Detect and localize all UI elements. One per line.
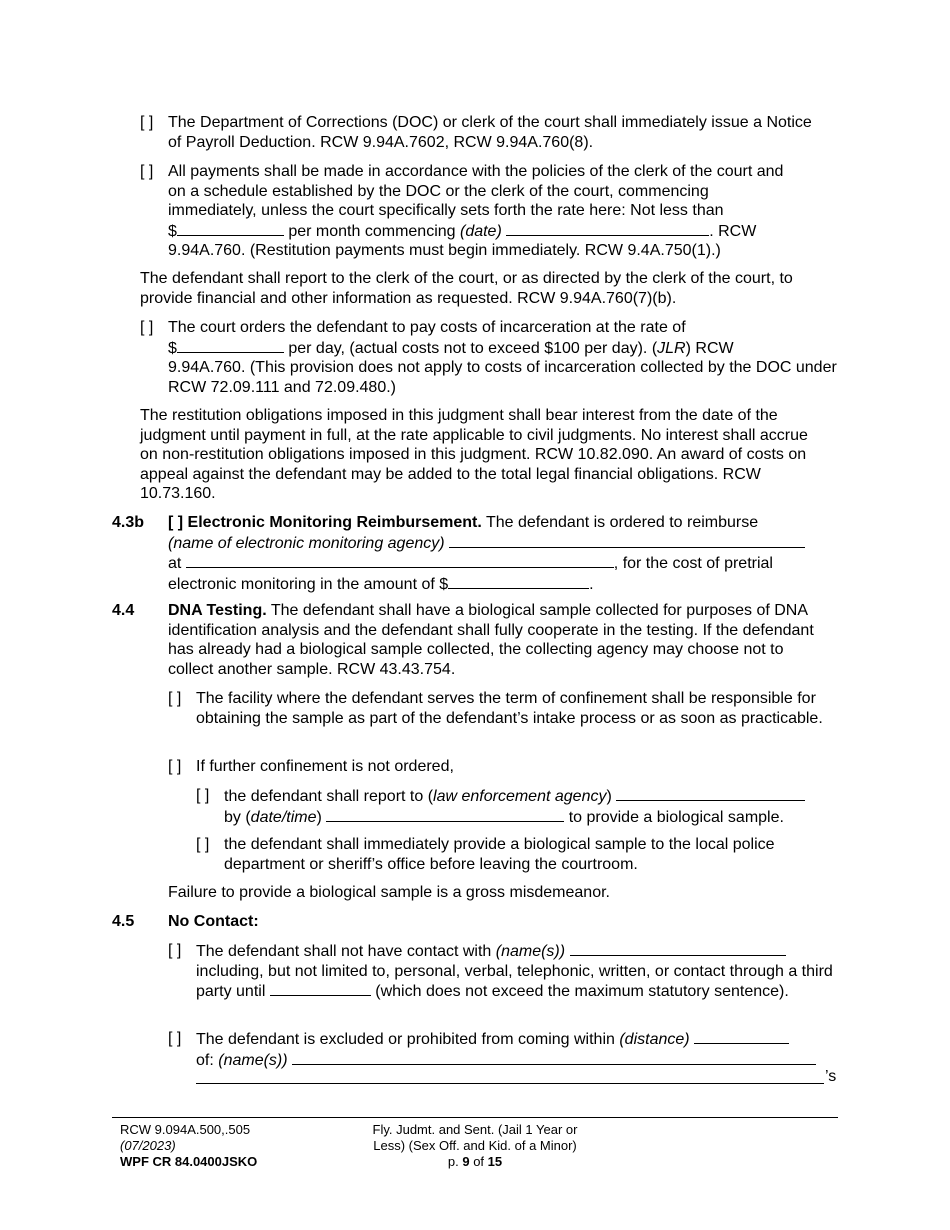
section-4-5-heading: No Contact:	[168, 913, 259, 930]
rcw-text: ) RCW	[685, 339, 734, 357]
distance-field[interactable]	[694, 1029, 789, 1044]
law-agency-field[interactable]	[616, 786, 805, 801]
date-time-field[interactable]	[326, 807, 564, 822]
checkbox-payments[interactable]: [ ]	[140, 163, 154, 180]
jlr-label: JLR	[657, 339, 686, 357]
names2-label: (name(s))	[218, 1051, 288, 1069]
rcw-text: . RCW	[709, 222, 757, 240]
failure-text: Failure to provide a biological sample is a gross misdemeanor.	[168, 884, 610, 901]
agency-name-field[interactable]	[449, 533, 805, 548]
footer-divider	[112, 1117, 838, 1118]
dollar-sign: $	[168, 339, 177, 357]
by-text: by (	[224, 808, 251, 826]
incarceration-line-3: 9.94A.760. (This provision does not apply to costs of incarceration collected by the DOC under RCW 72.09.111 and 72.09.480.)	[168, 359, 837, 396]
agency-name-label: (name of electronic monitoring agency)	[168, 534, 445, 552]
distance-label: (distance)	[619, 1031, 690, 1048]
payments-paragraph	[168, 162, 848, 261]
paren-close: )	[316, 808, 327, 826]
immediately-paragraph: the defendant shall immediately provide a biological sample to the local police department or sheriff’s office before leaving the courtroom.	[224, 836, 775, 873]
incarceration-line-2	[168, 338, 838, 359]
payments-line-1: All payments shall be made in accordance with the policies of the clerk of the court and	[168, 163, 784, 180]
footer-center	[345, 1122, 605, 1170]
report-agency-paragraph	[224, 786, 844, 827]
period: .	[589, 575, 594, 593]
page-prefix: p.	[447, 1154, 463, 1169]
no-contact-text: The defendant shall not have contact with	[196, 943, 496, 960]
report-to-text: the defendant shall report to (	[224, 788, 434, 805]
checkbox-not-ordered[interactable]: [ ]	[168, 758, 182, 775]
footer-left	[120, 1122, 257, 1170]
footer-title-1: Fly. Judmt. and Sent. (Jail 1 Year or	[372, 1122, 578, 1137]
section-4-3b-heading[interactable]: [ ] Electronic Monitoring Reimbursement.	[168, 514, 482, 531]
possessive-suffix: ’s	[825, 1068, 837, 1085]
commencing-date-field[interactable]	[506, 221, 709, 236]
footer-rcw: RCW 9.094A.500,.505	[120, 1122, 251, 1137]
paren-close: )	[606, 788, 612, 805]
footer-page-number	[345, 1154, 605, 1170]
statutory-text: (which does not exceed the maximum statutory sentence).	[370, 983, 789, 1001]
no-contact-paragraph	[196, 941, 841, 1002]
incarceration-paragraph	[168, 318, 838, 397]
incarceration-line-1: The court orders the defendant to pay costs of incarceration at the rate of	[168, 319, 686, 336]
no-contact-continued: including, but not limited to, personal, verbal, telephonic, written, or contact through a third party until	[196, 962, 833, 1001]
at-label: at	[168, 555, 186, 573]
payroll-paragraph: The Department of Corrections (DOC) or clerk of the court shall immediately issue a Notice of Payroll Deduction. RCW 9.94A.7602, RCW 9.94A.760(8).	[168, 114, 812, 151]
page-of: of	[469, 1154, 488, 1169]
names-label: (name(s))	[495, 943, 566, 960]
agency-address-field[interactable]	[186, 553, 614, 568]
dollar-sign: $	[168, 222, 177, 240]
excluded-text: The defendant is excluded or prohibited from coming within	[196, 1031, 620, 1048]
date-time-label: date/time	[250, 808, 317, 826]
footer-form-number: WPF CR 84.0400JSKO	[120, 1154, 258, 1169]
section-4-4-heading: DNA Testing.	[168, 602, 267, 619]
section-number-4-5: 4.5	[112, 913, 135, 930]
payments-line-2: on a schedule established by the DOC or the clerk of the court, commencing	[168, 182, 709, 200]
excluded-location-field[interactable]	[196, 1068, 824, 1084]
law-agency-label: law enforcement agency	[433, 788, 607, 805]
section-4-3b-text: The defendant is ordered to reimburse	[481, 514, 759, 531]
date-label: (date)	[459, 222, 502, 240]
payments-line-4	[168, 221, 848, 242]
report-clerk-paragraph: The defendant shall report to the clerk of the court, or as directed by the clerk of the court, to provide financial and other information as requested. RCW 9.94A.760(7)(b).	[140, 270, 793, 307]
per-month-text: per month commencing	[283, 222, 460, 240]
excluded-paragraph	[196, 1029, 836, 1070]
interest-paragraph: The restitution obligations imposed in this judgment shall bear interest from the date of the judgment until payment in full, at the rate applicable to civil judgments. No interest shall accrue on non-restitution obligations imposed in this judgment. RCW 10.82.090. An award of costs on appeal against the defendant may be added to the total legal financial obligations. RCW 10.73.160.	[140, 407, 808, 503]
payments-line-5: 9.94A.760. (Restitution payments must begin immediately. RCW 9.4A.750(1).)	[168, 242, 721, 260]
of-text: of:	[196, 1051, 219, 1069]
contact-until-field[interactable]	[270, 981, 371, 996]
contact-names-field[interactable]	[570, 941, 786, 956]
page-total: 15	[487, 1154, 503, 1169]
section-4-4	[168, 601, 828, 679]
daily-rate-field[interactable]	[177, 338, 284, 353]
section-4-4-text: The defendant shall have a biological sample collected for purposes of DNA identification analysis and the defendant shall fully cooperate in the testing. If the defendant has already had a biological sample collected, the collecting agency may choose not to collect another sample. RCW 43.43.754.	[168, 602, 814, 678]
provide-sample-text: to provide a biological sample.	[564, 808, 784, 826]
checkbox-facility[interactable]: [ ]	[168, 690, 182, 707]
checkbox-immediately[interactable]: [ ]	[196, 836, 210, 853]
checkbox-payroll[interactable]: [ ]	[140, 114, 154, 131]
not-ordered-text: If further confinement is not ordered,	[196, 758, 454, 775]
checkbox-report-agency[interactable]: [ ]	[196, 787, 210, 804]
footer-title-2: Less) (Sex Off. and Kid. of a Minor)	[373, 1138, 577, 1153]
monthly-amount-field[interactable]	[177, 221, 284, 236]
page-current: 9	[462, 1154, 470, 1169]
facility-paragraph: The facility where the defendant serves the term of confinement shall be responsible for obtaining the sample as part of the defendant’s intake process or as soon as practicable.	[196, 690, 823, 727]
footer-date: (07/2023)	[120, 1138, 176, 1153]
checkbox-incarceration[interactable]: [ ]	[140, 319, 154, 336]
cost-text: , for the cost of pretrial	[613, 555, 773, 573]
checkbox-excluded[interactable]: [ ]	[168, 1030, 182, 1047]
per-day-text: per day, (actual costs not to exceed $100 per day). (	[283, 339, 658, 357]
payments-line-3: immediately, unless the court specifically sets forth the rate here: Not less than	[168, 202, 724, 220]
section-number-4-3b: 4.3b	[112, 514, 145, 531]
checkbox-no-contact[interactable]: [ ]	[168, 942, 182, 959]
section-number-4-4: 4.4	[112, 602, 135, 619]
section-4-3b	[168, 513, 838, 594]
amount-label: electronic monitoring in the amount of $	[168, 575, 449, 593]
monitoring-amount-field[interactable]	[448, 574, 589, 589]
excluded-names-field[interactable]	[292, 1050, 816, 1065]
